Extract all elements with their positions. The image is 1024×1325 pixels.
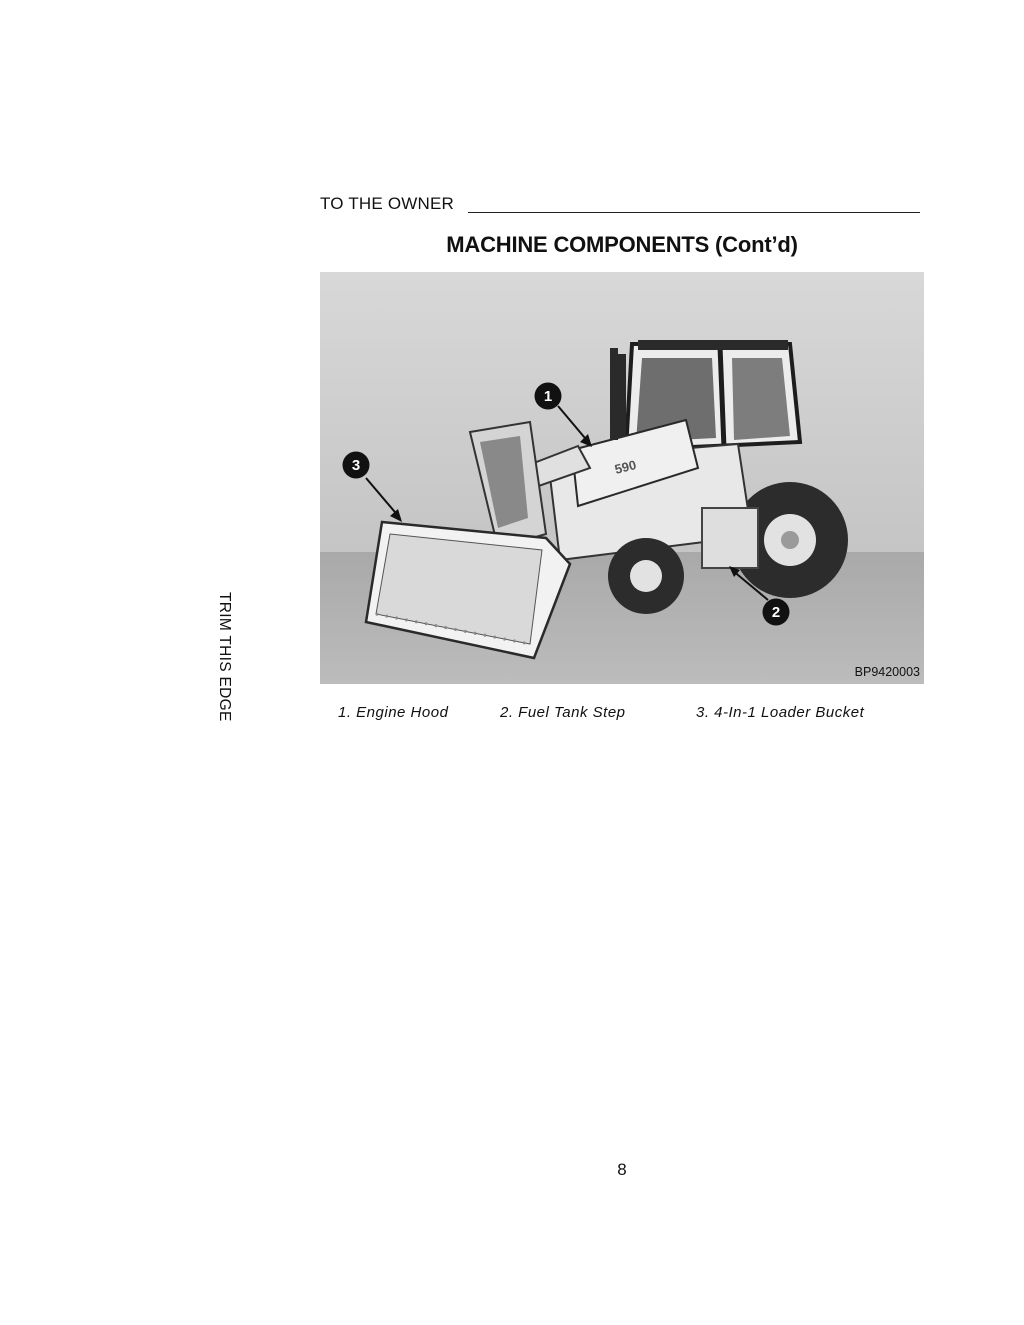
caption-engine-hood: 1. Engine Hood xyxy=(338,704,449,721)
figure-captions xyxy=(320,704,924,724)
trim-note xyxy=(206,592,236,732)
callout-2-label: 2 xyxy=(771,604,781,621)
machine-photo xyxy=(320,272,924,684)
section-header-rule xyxy=(468,212,920,213)
trim-note-label: TRIM THIS EDGE xyxy=(216,592,233,722)
caption-loader-bucket: 3. 4-In-1 Loader Bucket xyxy=(696,704,865,721)
section-header xyxy=(320,194,920,218)
callout-1-label: 1 xyxy=(543,388,553,405)
section-header-label: TO THE OWNER xyxy=(320,194,460,214)
callout-3-label: 3 xyxy=(351,457,361,474)
page-number: 8 xyxy=(617,1160,627,1179)
svg-text:590: 590 xyxy=(613,457,638,477)
figure-code: BP9420003 xyxy=(854,665,920,679)
caption-fuel-tank-step: 2. Fuel Tank Step xyxy=(500,704,626,721)
page-title: MACHINE COMPONENTS (Cont’d) xyxy=(446,232,798,257)
backhoe-loader-illustration xyxy=(320,272,924,684)
